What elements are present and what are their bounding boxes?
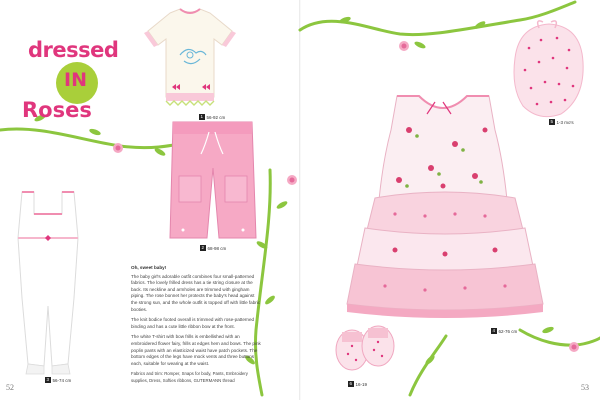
tshirt-image (140, 5, 240, 110)
romper-image (8, 188, 88, 378)
page-number-left: 52 (6, 383, 14, 392)
article-body (131, 265, 261, 389)
dress-image (335, 90, 550, 330)
title-line-dressed: dressed (28, 38, 119, 62)
article-credits: Fabrics and trim: Romper, Snaps for body, Pants, Embroidery supplies, Dress, Softies ribbons, GUTERMANN thread (131, 371, 248, 383)
page-number-right: 53 (581, 383, 589, 392)
tshirt-size-tag: 1 56-92 cm (200, 114, 226, 120)
shorts-size-tag: 2 68-98 cm (201, 245, 227, 251)
bonnet-size-tag: 5 1-3 mo's (550, 119, 574, 125)
shorts-image (165, 118, 260, 243)
shoes-image (330, 316, 400, 374)
title-line-in: IN (64, 69, 87, 91)
feature-title (20, 22, 140, 122)
title-line-roses: Roses (22, 98, 92, 122)
article-paragraph-1: The baby girl's adorable outfit combines four small-patterned fabrics. The lovely frilled dress has a tie string closure at the back. Its neckline and armholes are trimmed with gingham piping. The rose bonnet her protects the baby's head against the strong sun, and the whole outfit is topped off with little fabric booties. (131, 273, 261, 312)
dress-size-tag: 4 62-76 cm (492, 328, 518, 334)
romper-size-tag: 3 56-74 cm (46, 377, 72, 383)
article-lead: Oh, sweet baby! (131, 265, 167, 270)
article-paragraph-2: The knit bodice footed overall is trimmed with rose-patterned binding and has a cute little ribbon bow at the front. (131, 317, 255, 329)
article-paragraph-3: The white T-shirt with bow frills is embellished with an embroidered flower fairy, frills at edges hem and bows. The pink poplin pants with an elasticized waist have patch pockets. The bottom edges of the legs have mock vents and three buttons each, suitable for wearing at the waist. (131, 334, 261, 366)
shoes-size-tag: 6 16-19 (349, 381, 368, 387)
